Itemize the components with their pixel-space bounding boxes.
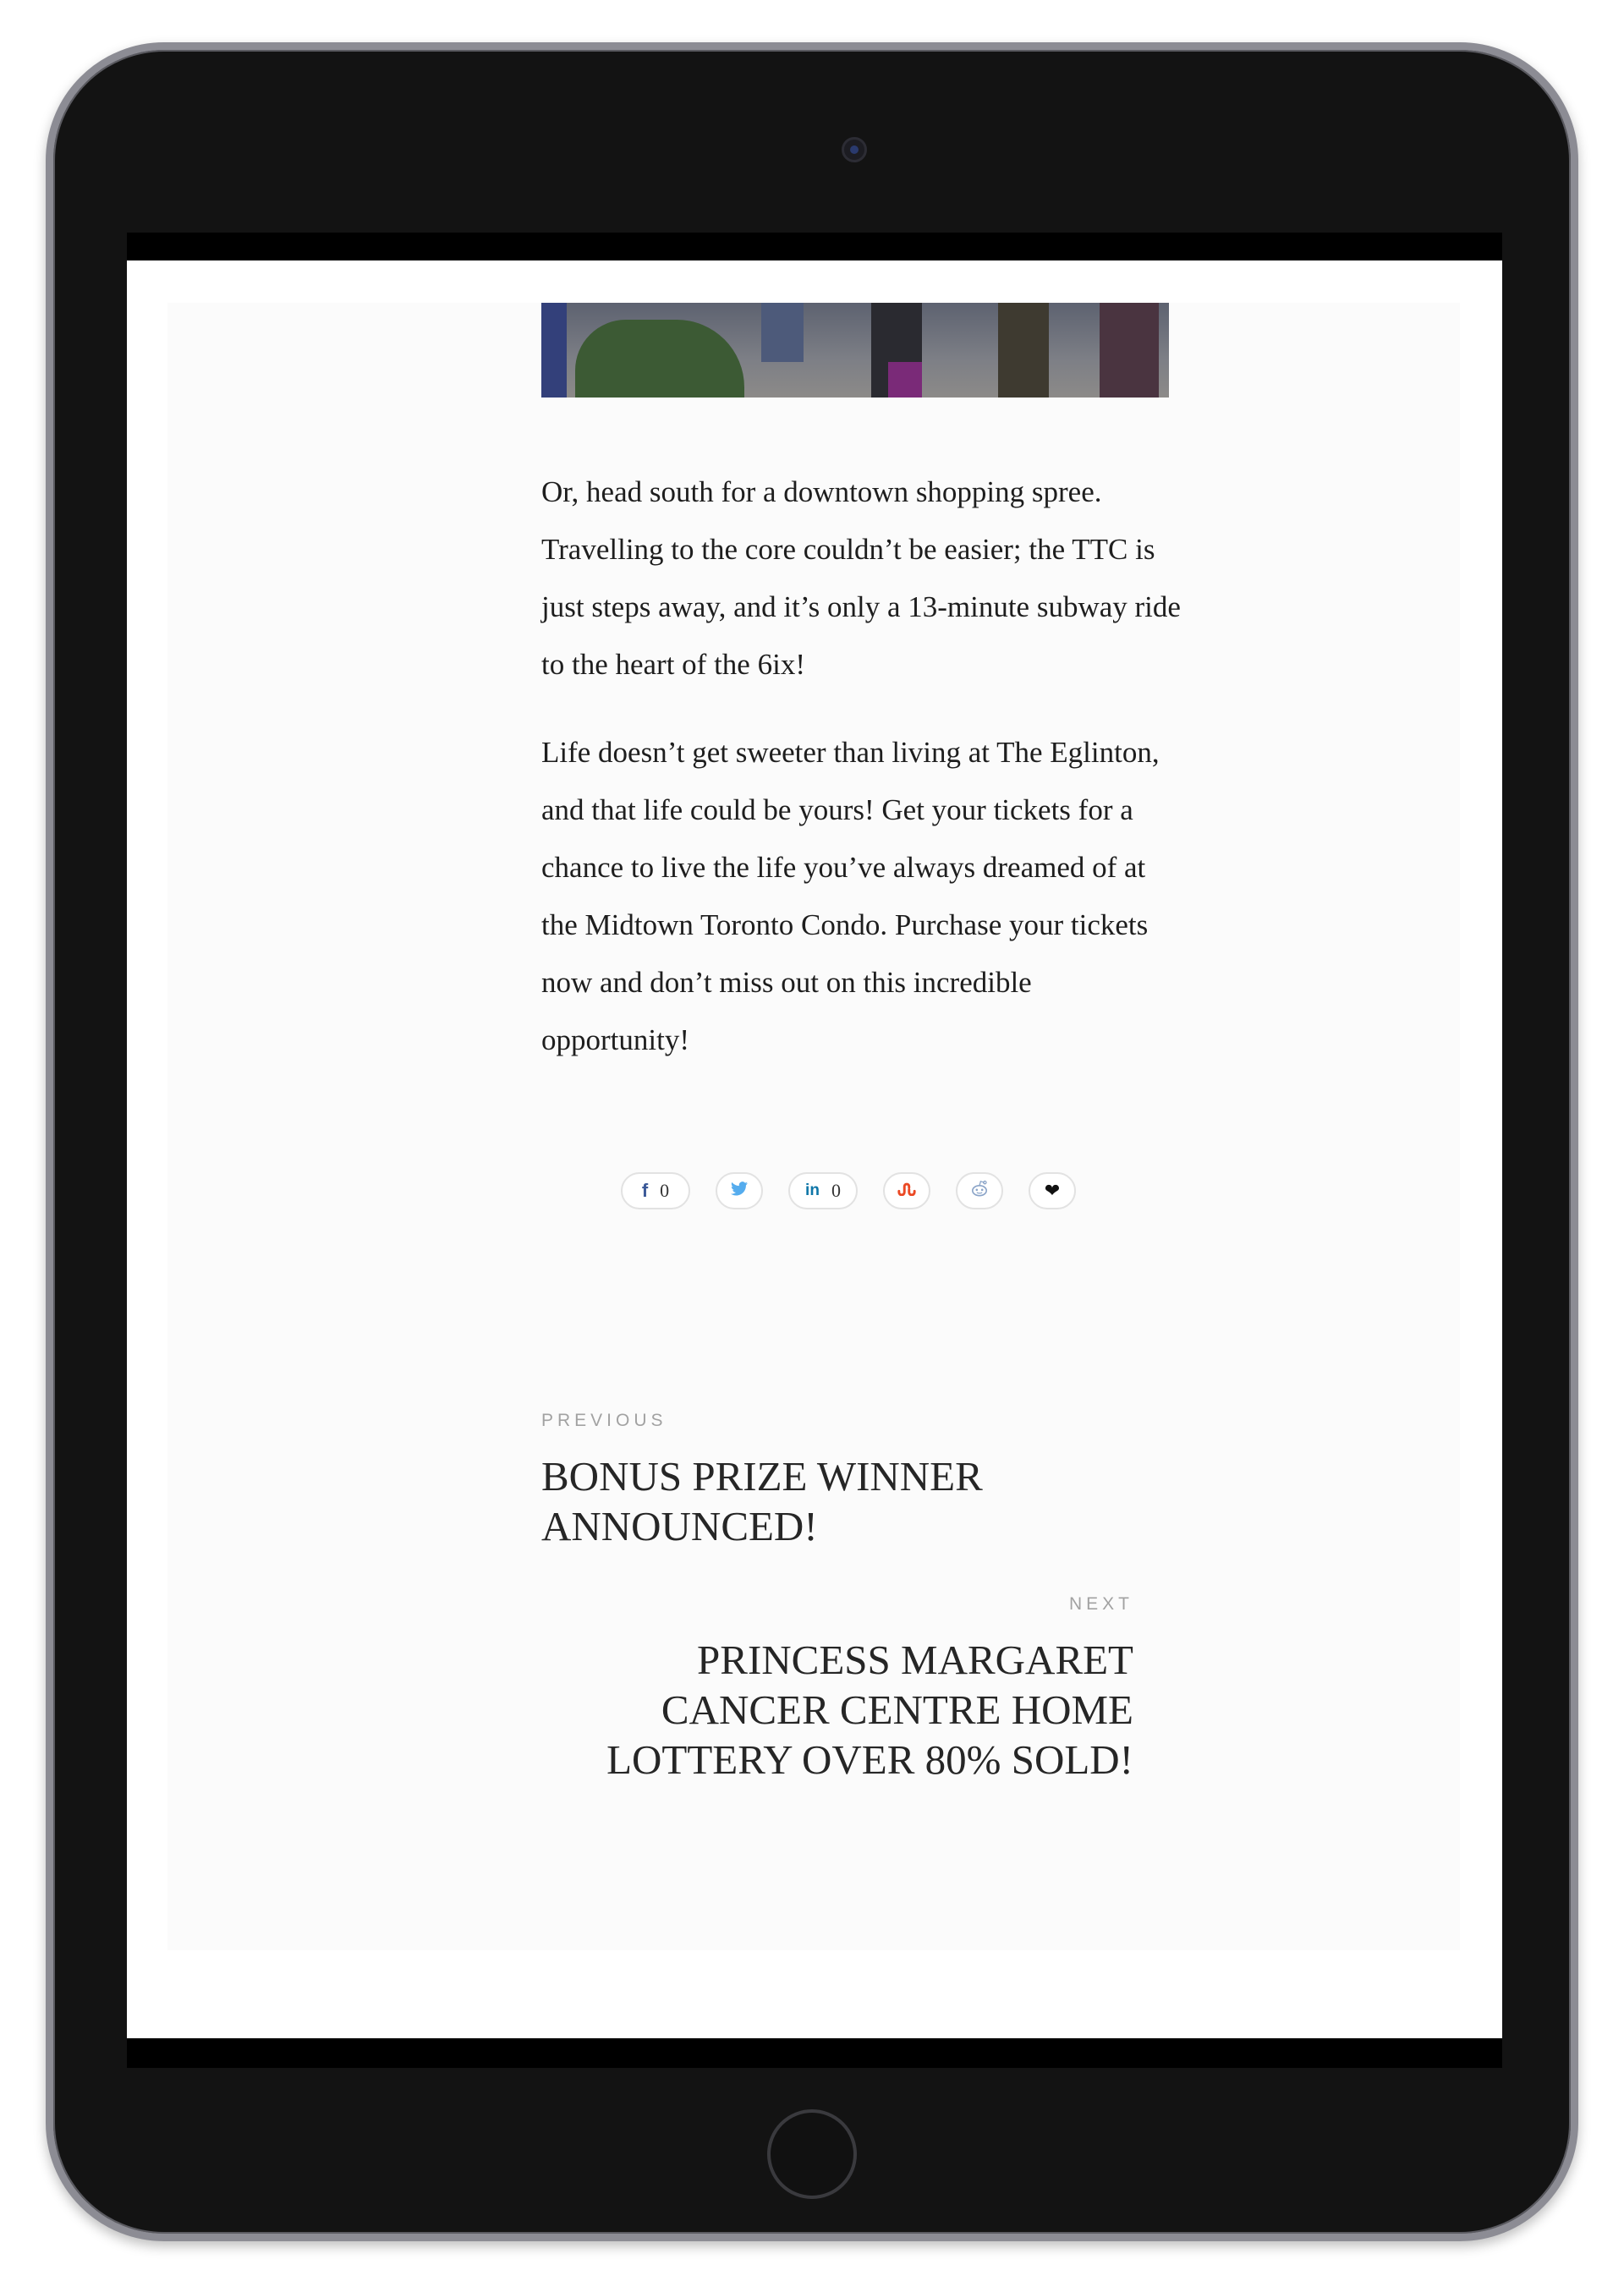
next-post-title[interactable]: PRINCESS MARGARET CANCER CENTRE HOME LOTTERY OVER 80% SOLD! (606, 1637, 1133, 1783)
next-post-link[interactable] (541, 1594, 1133, 1785)
stumbleupon-share-button[interactable] (883, 1172, 930, 1209)
facebook-icon: f (641, 1180, 649, 1201)
reddit-icon (970, 1180, 989, 1202)
twitter-share-button[interactable] (716, 1172, 763, 1209)
share-bar (621, 1172, 1076, 1209)
twitter-icon (731, 1182, 748, 1201)
next-label: NEXT (1068, 1594, 1133, 1614)
facebook-share-count: 0 (660, 1180, 670, 1201)
article-paragraph: Or, head south for a downtown shopping spree. Travelling to the core couldn’t be easier; the TTC is just steps away, and it’s only a 13-minute subway ride to the heart of the 6ix! (541, 475, 1181, 681)
article-paragraph: Life doesn’t get sweeter than living at The Eglinton, and that life could be yours! Get your tickets for a chance to live the life you’ve always dreamed of at the Midtown Toronto Condo. Purchase your tickets now and don’t miss out on this incredible opportunity! (541, 736, 1160, 1056)
post-content (167, 303, 1460, 1950)
previous-label: PREVIOUS (541, 1411, 667, 1430)
reddit-share-button[interactable] (956, 1172, 1003, 1209)
linkedin-share-count: 0 (831, 1180, 841, 1201)
stumbleupon-icon (897, 1182, 916, 1200)
previous-post-title[interactable]: BONUS PRIZE WINNER ANNOUNCED! (541, 1453, 983, 1549)
linkedin-share-button[interactable] (788, 1172, 858, 1209)
love-button[interactable] (1029, 1172, 1076, 1209)
front-camera (842, 137, 867, 162)
street-shopping-image (541, 303, 1169, 398)
home-button[interactable] (767, 2109, 857, 2199)
linkedin-icon: in (805, 1182, 820, 1199)
browser-viewport[interactable] (127, 260, 1502, 2038)
previous-post-link[interactable] (541, 1411, 1133, 1551)
tablet-screen (127, 233, 1502, 2068)
facebook-share-button[interactable] (621, 1172, 690, 1209)
heart-icon: ❤ (1044, 1180, 1061, 1201)
article-body (541, 463, 1184, 1099)
